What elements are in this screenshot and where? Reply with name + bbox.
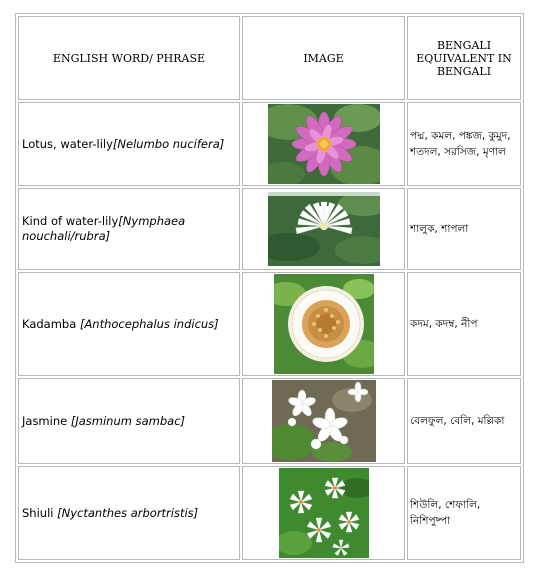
- flower-image-cell: [242, 466, 405, 560]
- english-word: Jasmine [Jasminum sambac]: [18, 378, 240, 464]
- english-word: Lotus, water-lily[Nelumbo nucifera]: [18, 102, 240, 186]
- bengali-equivalent: শিউলি, শেফালি, নিশিপুষ্পা: [407, 466, 521, 560]
- jasmine-flower-icon: [272, 380, 376, 462]
- table-row: [18, 102, 521, 186]
- table-row: [18, 272, 521, 376]
- flower-image-cell: [242, 378, 405, 464]
- header-bengali: BENGALI EQUIVALENT IN BENGALI: [407, 16, 521, 100]
- bengali-equivalent: পদ্ম, কমল, পঙ্কজ, কুমুদ, শতদল, সরসিজ, মৃণাল: [407, 102, 521, 186]
- vocabulary-table: [15, 13, 524, 563]
- english-word: Kind of water-lily[Nymphaea nouchali/rubra]: [18, 188, 240, 270]
- flower-image-cell: [242, 102, 405, 186]
- header-english: ENGLISH WORD/ PHRASE: [18, 16, 240, 100]
- bengali-equivalent: কদম, কদম্ব, নীপ: [407, 272, 521, 376]
- table-row: [18, 378, 521, 464]
- table-row: [18, 466, 521, 560]
- table-row: [18, 188, 521, 270]
- header-row: [18, 16, 521, 100]
- shiuli-flower-icon: [279, 468, 369, 558]
- bengali-equivalent: বেলফুল, বেলি, মল্লিকা: [407, 378, 521, 464]
- header-image: IMAGE: [242, 16, 405, 100]
- kadamba-flower-icon: [274, 274, 374, 374]
- english-word: Shiuli [Nyctanthes arbortristis]: [18, 466, 240, 560]
- bengali-equivalent: শালুক, শাপলা: [407, 188, 521, 270]
- pink-lotus-icon: [268, 104, 380, 184]
- flower-image-cell: [242, 272, 405, 376]
- flower-image-cell: [242, 188, 405, 270]
- white-water-lily-icon: [268, 192, 380, 266]
- english-word: Kadamba [Anthocephalus indicus]: [18, 272, 240, 376]
